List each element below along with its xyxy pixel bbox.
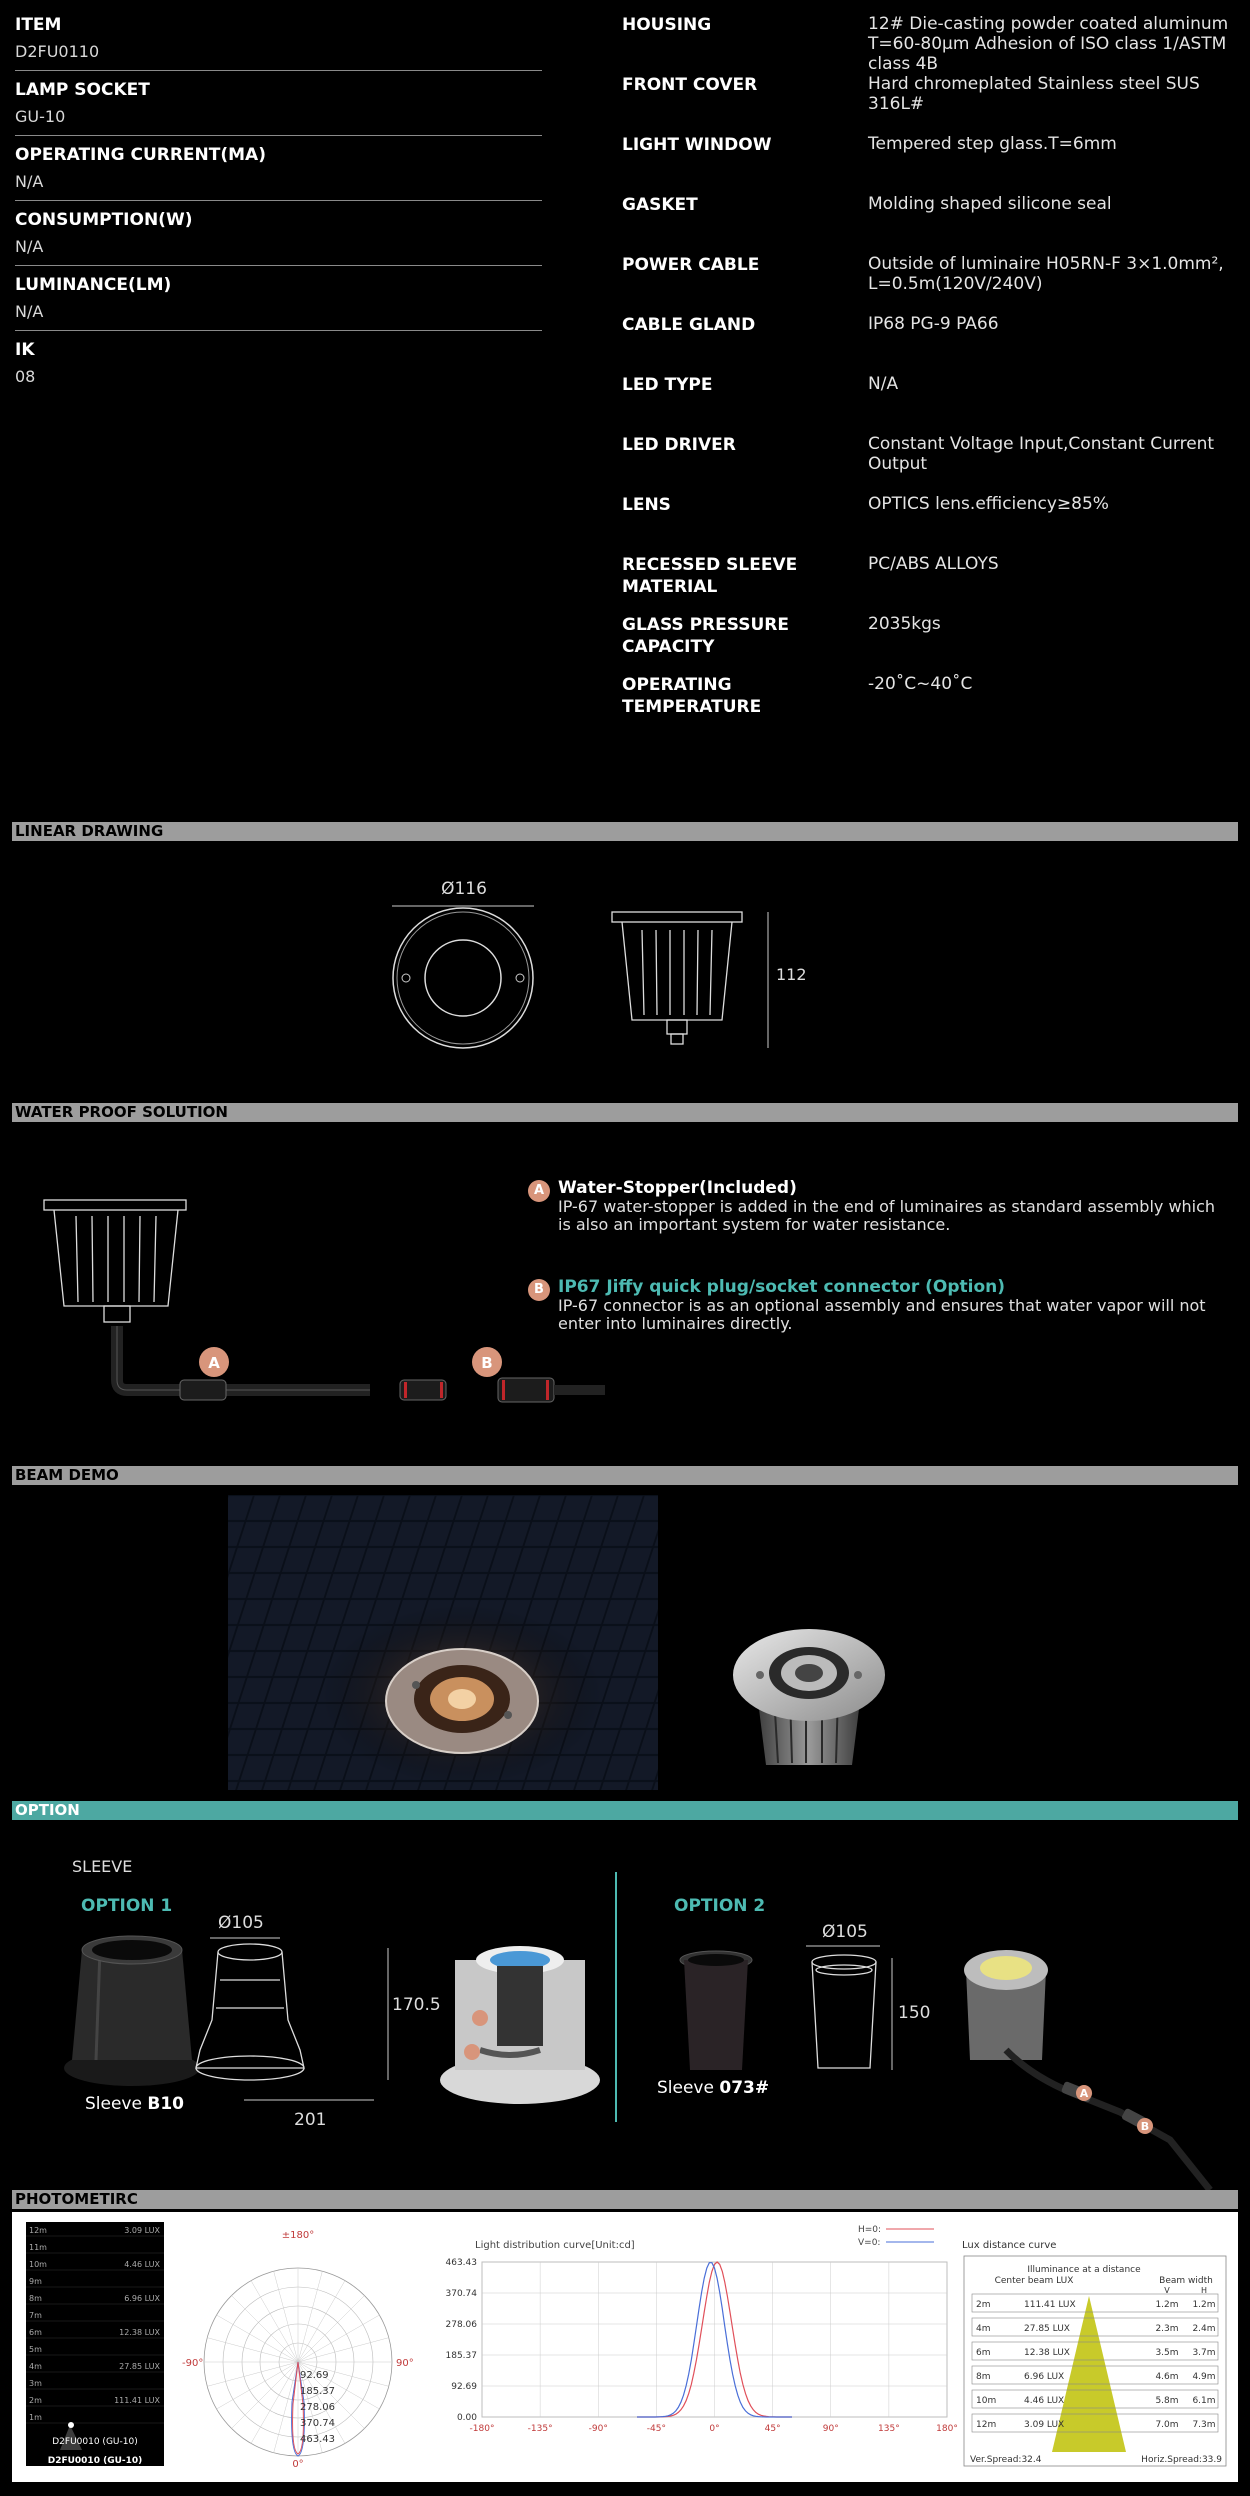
lux-meter-distance: 1m bbox=[29, 2413, 42, 2422]
spec-consumption bbox=[15, 209, 542, 266]
lux-table-h: 6.1m bbox=[1192, 2396, 1216, 2406]
svg-text:V: V bbox=[1164, 2286, 1170, 2295]
lux-table-lux: 6.96 LUX bbox=[1024, 2372, 1065, 2382]
polar-diagram bbox=[182, 2230, 414, 2470]
lux-table-v: 1.2m bbox=[1155, 2300, 1179, 2310]
lux-table-distance: 10m bbox=[976, 2396, 997, 2406]
spec-sleeve-material bbox=[622, 554, 1242, 614]
option-1-assembly-photo bbox=[440, 1946, 600, 2104]
polar-right-label: 90° bbox=[396, 2358, 414, 2369]
polar-ring-label: 185.37 bbox=[300, 2386, 335, 2397]
lux-table-v: 4.6m bbox=[1155, 2372, 1179, 2382]
lux-table-h: 7.3m bbox=[1192, 2420, 1216, 2430]
curve-x-tick: -45° bbox=[646, 2424, 666, 2434]
lux-table-distance: 6m bbox=[976, 2348, 991, 2358]
spec-glass-pressure bbox=[622, 614, 1242, 674]
curve-x-tick: 135° bbox=[878, 2424, 900, 2434]
connector-note bbox=[528, 1277, 1228, 1333]
spec-value: N/A bbox=[868, 374, 899, 394]
spec-ik bbox=[15, 339, 542, 395]
lux-table-lux: 111.41 LUX bbox=[1024, 2300, 1076, 2310]
lux-table-v: 2.3m bbox=[1155, 2324, 1179, 2334]
spec-label: LED DRIVER bbox=[622, 435, 736, 455]
curve-y-tick: 0.00 bbox=[456, 2413, 477, 2423]
spec-label: GASKET bbox=[622, 195, 698, 215]
spec-value: 08 bbox=[15, 367, 36, 386]
curve-x-tick: -135° bbox=[527, 2424, 553, 2434]
spec-value: 2035kgs bbox=[868, 614, 941, 634]
section-bar-photometric: PHOTOMETIRC bbox=[12, 2190, 1238, 2209]
spec-luminance bbox=[15, 274, 542, 331]
section-bar-water-proof: WATER PROOF SOLUTION bbox=[12, 1103, 1238, 1122]
spec-value: Molding shaped silicone seal bbox=[868, 194, 1112, 214]
polar-ring-label: 463.43 bbox=[300, 2434, 335, 2445]
spec-label: LENS bbox=[622, 495, 671, 515]
curve-y-tick: 463.43 bbox=[445, 2258, 477, 2268]
spec-value: IP68 PG-9 PA66 bbox=[868, 314, 999, 334]
connector-desc: IP-67 connector is as an optional assembly and ensures that water vapor will not enter into luminaires directly. bbox=[558, 1296, 1206, 1333]
option-1-diameter: Ø105 bbox=[218, 1913, 264, 1933]
sleeve-073-photo bbox=[680, 1951, 752, 2070]
lux-meter-distance: 7m bbox=[29, 2311, 42, 2320]
spec-value: 12# Die-casting powder coated aluminum T=60-80µm Adhesion of ISO class 1/ASTM class 4B bbox=[868, 14, 1229, 74]
svg-text:H: H bbox=[1200, 2286, 1208, 2295]
spec-operating-temperature bbox=[622, 674, 1242, 734]
sleeve-073-outline bbox=[812, 1955, 876, 2068]
spec-value: D2FU0110 bbox=[15, 42, 100, 61]
lux-table-distance: 12m bbox=[976, 2420, 997, 2430]
spec-value: OPTICS lens.efficiency≥85% bbox=[868, 494, 1109, 514]
polar-ring-label: 92.69 bbox=[300, 2370, 329, 2381]
lux-meter-distance: 4m bbox=[29, 2362, 42, 2371]
lux-meter-value: 6.96 LUX bbox=[124, 2294, 160, 2303]
legend-h: H=0: bbox=[858, 2225, 882, 2235]
sleeve-b10-photo bbox=[64, 1936, 200, 2086]
spec-label: CABLE GLAND bbox=[622, 315, 756, 335]
basic-spec-list bbox=[15, 14, 542, 403]
spec-value: -20˚C~40˚C bbox=[868, 674, 973, 694]
lux-meter bbox=[26, 2222, 164, 2466]
spec-label: GLASS PRESSURE CAPACITY bbox=[622, 615, 789, 657]
lux-meter-value: 3.09 LUX bbox=[124, 2226, 160, 2235]
lux-table-distance: 4m bbox=[976, 2324, 991, 2334]
badge-a: A bbox=[528, 1180, 550, 1202]
photometric-panel bbox=[12, 2212, 1238, 2482]
screw-icon bbox=[402, 974, 410, 982]
top-view-inner-ring bbox=[397, 912, 529, 1044]
socket-connector bbox=[498, 1378, 554, 1402]
water-stopper-title: Water-Stopper(Included) bbox=[558, 1178, 797, 1198]
curve-y-tick: 92.69 bbox=[451, 2382, 477, 2392]
option-2-diameter: Ø105 bbox=[822, 1922, 868, 1942]
curve-title: Light distribution curve[Unit:cd] bbox=[475, 2240, 635, 2251]
power-cable bbox=[117, 1326, 370, 1390]
spec-value: Constant Voltage Input,Constant Current Output bbox=[868, 434, 1215, 474]
lux-meter-distance: 6m bbox=[29, 2328, 42, 2337]
lux-table-v: 3.5m bbox=[1155, 2348, 1179, 2358]
option-2-height: 150 bbox=[898, 2003, 931, 2023]
lux-table-h: 1.2m bbox=[1192, 2300, 1216, 2310]
ver-spread: Ver.Spread:32.4 bbox=[970, 2455, 1042, 2465]
spec-value: Hard chromeplated Stainless steel SUS 316L# bbox=[868, 74, 1200, 114]
spec-lens bbox=[622, 494, 1242, 554]
lux-meter-distance: 3m bbox=[29, 2379, 42, 2388]
lux-meter-caption: D2FU0010 (GU-10) bbox=[52, 2437, 138, 2447]
option-2-assembly-photo bbox=[964, 1950, 1210, 2190]
spec-value: N/A bbox=[15, 237, 44, 256]
top-view-outer-ring bbox=[393, 908, 533, 1048]
lux-table-lux: 3.09 LUX bbox=[1024, 2420, 1065, 2430]
lux-distance-table bbox=[962, 2240, 1226, 2466]
spec-label: HOUSING bbox=[622, 15, 712, 35]
lux-table-h: 2.4m bbox=[1192, 2324, 1216, 2334]
height-label: 112 bbox=[776, 965, 807, 984]
spec-label: LED TYPE bbox=[622, 375, 713, 395]
lux-table-v: 5.8m bbox=[1155, 2396, 1179, 2406]
spec-label: POWER CABLE bbox=[622, 255, 760, 275]
svg-text:Beam width: Beam width bbox=[1159, 2276, 1213, 2286]
spec-value: Outside of luminaire H05RN-F 3×1.0mm², L=0.5m(120V/240V) bbox=[868, 254, 1224, 294]
option-1-height: 170.5 bbox=[392, 1995, 441, 2015]
curve-x-tick: -180° bbox=[469, 2424, 495, 2434]
svg-text:B: B bbox=[481, 1354, 493, 1372]
spec-value: N/A bbox=[15, 172, 44, 191]
side-view bbox=[612, 912, 742, 1044]
section-bar-linear-drawing: LINEAR DRAWING bbox=[12, 822, 1238, 841]
lux-meter-caption-bar: D2FU0010 (GU-10) bbox=[47, 2456, 143, 2466]
spec-housing bbox=[622, 14, 1242, 74]
spec-label: LIGHT WINDOW bbox=[622, 135, 772, 155]
section-bar-option: OPTION bbox=[12, 1801, 1238, 1820]
spec-led-type bbox=[622, 374, 1242, 434]
lux-table-lux: 12.38 LUX bbox=[1024, 2348, 1070, 2358]
svg-text:Illuminance at a distance: Illuminance at a distance bbox=[1027, 2265, 1141, 2275]
curve-x-tick: 45° bbox=[764, 2424, 781, 2434]
lux-table-title: Lux distance curve bbox=[962, 2240, 1057, 2251]
product-photo bbox=[730, 1615, 890, 1775]
option-2-drawings bbox=[650, 1900, 1240, 2200]
screw-icon bbox=[516, 974, 524, 982]
svg-text:A: A bbox=[208, 1354, 220, 1372]
badge-b: B bbox=[528, 1279, 550, 1301]
spec-power-cable bbox=[622, 254, 1242, 314]
light-distribution-chart bbox=[446, 2225, 958, 2434]
spec-label: LAMP SOCKET bbox=[15, 80, 150, 100]
lux-meter-distance: 9m bbox=[29, 2277, 42, 2286]
material-spec-list bbox=[622, 14, 1242, 734]
spec-led-driver bbox=[622, 434, 1242, 494]
curve-y-tick: 278.06 bbox=[445, 2320, 477, 2330]
svg-text:Center beam LUX: Center beam LUX bbox=[994, 2276, 1074, 2286]
spec-label: OPERATING TEMPERATURE bbox=[622, 675, 762, 717]
lux-table-lux: 27.85 LUX bbox=[1024, 2324, 1070, 2334]
lux-table-lux: 4.46 LUX bbox=[1024, 2396, 1065, 2406]
spec-value: Tempered step glass.T=6mm bbox=[868, 134, 1117, 154]
polar-left-label: -90° bbox=[182, 2358, 204, 2369]
spec-gasket bbox=[622, 194, 1242, 254]
spec-value: PC/ABS ALLOYS bbox=[868, 554, 999, 574]
luminaire-side-view bbox=[44, 1200, 186, 1322]
water-stopper-desc: IP-67 water-stopper is added in the end of luminaires as standard assembly which is also an important system for water resistance. bbox=[558, 1197, 1216, 1234]
polar-top-label: ±180° bbox=[281, 2230, 315, 2241]
sleeve-073-label: Sleeve 073# bbox=[657, 2078, 770, 2098]
curve-x-tick: 90° bbox=[822, 2424, 839, 2434]
section-bar-beam-demo: BEAM DEMO bbox=[12, 1466, 1238, 1485]
lux-table-distance: 8m bbox=[976, 2372, 991, 2382]
polar-ring-label: 278.06 bbox=[300, 2402, 335, 2413]
connector-title: IP67 Jiffy quick plug/socket connector (Option) bbox=[558, 1277, 1006, 1297]
curve-y-tick: 370.74 bbox=[445, 2289, 477, 2299]
lux-table-h: 3.7m bbox=[1192, 2348, 1216, 2358]
spec-label: ITEM bbox=[15, 15, 62, 35]
lux-table-h: 4.9m bbox=[1192, 2372, 1216, 2382]
spec-item bbox=[15, 14, 542, 71]
spec-label: LUMINANCE(LM) bbox=[15, 275, 172, 295]
spec-operating-current bbox=[15, 144, 542, 201]
option-1-width: 201 bbox=[294, 2110, 327, 2130]
spec-lamp-socket bbox=[15, 79, 542, 136]
lux-meter-value: 12.38 LUX bbox=[119, 2328, 160, 2337]
curve-x-tick: -90° bbox=[588, 2424, 608, 2434]
spec-value: GU-10 bbox=[15, 107, 66, 126]
spec-label: IK bbox=[15, 340, 35, 360]
lux-meter-distance: 8m bbox=[29, 2294, 42, 2303]
polar-ring-label: 370.74 bbox=[300, 2418, 335, 2429]
water-stopper bbox=[180, 1380, 226, 1400]
lux-meter-distance: 5m bbox=[29, 2345, 42, 2354]
svg-text:A: A bbox=[1079, 2087, 1089, 2100]
option-1-title: OPTION 1 bbox=[81, 1896, 173, 1916]
option-2-title: OPTION 2 bbox=[674, 1896, 766, 1916]
beam-demo-photo bbox=[228, 1495, 658, 1790]
lux-meter-distance: 11m bbox=[29, 2243, 47, 2252]
hor-spread: Horiz.Spread:33.9 bbox=[1141, 2455, 1222, 2465]
spec-label: CONSUMPTION(W) bbox=[15, 210, 193, 230]
top-view-window bbox=[425, 940, 501, 1016]
spec-cable-gland bbox=[622, 314, 1242, 374]
lux-meter-value: 4.46 LUX bbox=[124, 2260, 160, 2269]
sleeve-b10-label: Sleeve B10 bbox=[85, 2094, 184, 2114]
lux-table-v: 7.0m bbox=[1155, 2420, 1179, 2430]
lux-meter-distance: 2m bbox=[29, 2396, 42, 2405]
curve-x-tick: 0° bbox=[709, 2424, 720, 2434]
spec-label: FRONT COVER bbox=[622, 75, 758, 95]
sleeve-b10-outline bbox=[196, 1944, 304, 2080]
lux-meter-distance: 12m bbox=[29, 2226, 47, 2235]
curve-x-tick: 180° bbox=[936, 2424, 958, 2434]
lux-table-distance: 2m bbox=[976, 2300, 991, 2310]
spec-label: RECESSED SLEEVE MATERIAL bbox=[622, 555, 798, 597]
curve-y-tick: 185.37 bbox=[445, 2351, 477, 2361]
photometric-charts bbox=[12, 2212, 1238, 2482]
spec-label: OPERATING CURRENT(MA) bbox=[15, 145, 266, 165]
lux-meter-distance: 10m bbox=[29, 2260, 47, 2269]
spec-value: N/A bbox=[15, 302, 44, 321]
legend-v: V=0: bbox=[858, 2238, 881, 2248]
polar-bottom-label: 0° bbox=[292, 2459, 304, 2470]
sleeve-heading: SLEEVE bbox=[72, 1857, 133, 1876]
linear-drawing bbox=[380, 870, 820, 1060]
svg-text:B: B bbox=[1140, 2120, 1150, 2133]
water-stopper-note bbox=[528, 1178, 1228, 1234]
spec-front-cover bbox=[622, 74, 1242, 134]
spec-light-window bbox=[622, 134, 1242, 194]
lux-meter-value: 111.41 LUX bbox=[114, 2396, 160, 2405]
lux-meter-value: 27.85 LUX bbox=[119, 2362, 160, 2371]
diameter-label: Ø116 bbox=[441, 879, 487, 899]
